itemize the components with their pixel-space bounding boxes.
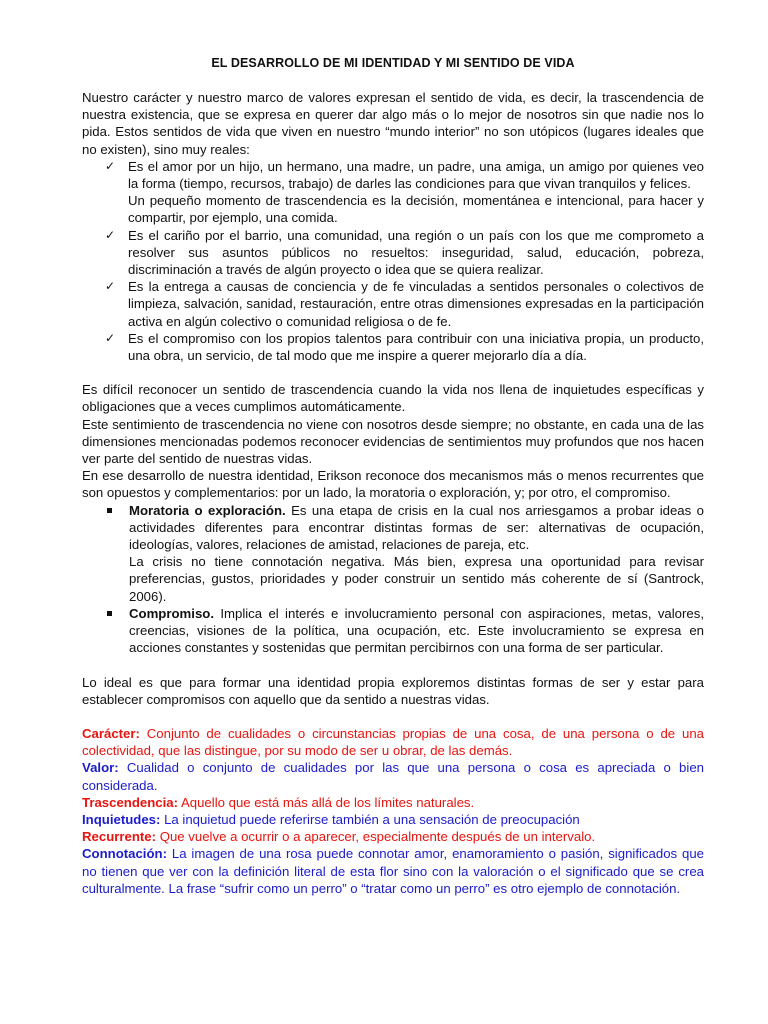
- glossary-entry: [82, 811, 704, 828]
- glossary-definition: Que vuelve a ocurrir o a aparecer, especialmente después de un intervalo.: [156, 829, 596, 845]
- check-item-extra: Un pequeño momento de trascendencia es la decisión, momentánea e intencional, para hacer y compartir, por ejemplo, una comida.: [128, 193, 704, 226]
- paragraph-ideal: Lo ideal es que para formar una identidad propia exploremos distintas formas de ser y estar para establecer compromisos con aquello que da sentido a nuestras vidas.: [82, 674, 704, 707]
- check-item: [105, 330, 704, 364]
- check-item-text: Es el cariño por el barrio, una comunidad, una región o un país con los que me comprometo a resolver sus asuntos públicos no resueltos: inseguridad, salud, educación, pobreza, discriminación a través de algún proyecto o idea que se quiera realizar.: [128, 227, 704, 278]
- glossary-definition: La inquietud puede referirse también a una sensación de preocupación: [160, 811, 580, 827]
- glossary-entry: [82, 845, 704, 897]
- square-bullet-icon: [107, 508, 112, 513]
- bullet-item: [105, 605, 704, 657]
- glossary-term: Recurrente:: [82, 829, 157, 845]
- glossary-entry: [82, 828, 704, 845]
- glossary-entry: [82, 725, 704, 759]
- paragraph-sentimiento: Este sentimiento de trascendencia no viene con nosotros desde siempre; no obstante, en cada una de las dimensiones mencionadas podemos reconocer evidencias de sentimientos muy profundos que nos hacen ver parte del sentido de nuestras vidas.: [82, 416, 704, 467]
- glossary-term: Trascendencia:: [82, 794, 179, 810]
- check-item: [105, 278, 704, 330]
- square-bullet-icon: [107, 611, 112, 616]
- bullet-text: Es una etapa de crisis en la cual nos arriesgamos a probar ideas o actividades diferentes para encontrar distintas formas de ser: alternativas de ocupación, ideologías, valores, relaciones de amistad, relaciones de pareja, etc.: [129, 502, 704, 553]
- check-icon: ✓: [105, 279, 116, 294]
- glossary-entry: [82, 794, 704, 811]
- check-list: [82, 158, 704, 364]
- check-item-text: Es la entrega a causas de conciencia y de fe vinculadas a sentidos personales o colectivos de limpieza, salvación, sanidad, restauración, entre otras dimensiones expresadas en la participación activa en algún colectivo o comunidad religiosa o de fe.: [128, 279, 704, 329]
- glossary: [82, 725, 704, 897]
- glossary-definition: Cualidad o conjunto de cualidades por las que una persona o cosa es apreciada o bien considerada.: [82, 760, 704, 793]
- check-item-text: Es el amor por un hijo, un hermano, una madre, un padre, una amiga, un amigo por quienes veo la forma (tiempo, recursos, trabajo) de darles las condiciones para que vivan tranquilos y felices.: [128, 158, 704, 192]
- bullet-term: Moratoria o exploración.: [129, 502, 286, 518]
- glossary-term: Inquietudes:: [82, 811, 161, 827]
- page-title: EL DESARROLLO DE MI IDENTIDAD Y MI SENTIDO DE VIDA: [211, 56, 575, 70]
- paragraph-trascendencia: Es difícil reconocer un sentido de trascendencia cuando la vida nos llena de inquietudes específicas y obligaciones que a veces cumplimos automáticamente.: [82, 382, 704, 415]
- glossary-definition: La imagen de una rosa puede connotar amor, enamoramiento o pasión, significados que no tienen que ver con la definición literal de esta flor sino con la valoración o el significado que se crea culturalmente. La frase “sufrir como un perro” o “tratar como un perro” es otro ejemplo de connotación.: [82, 846, 704, 896]
- glossary-definition: Aquello que está más allá de los límites naturales.: [178, 794, 475, 810]
- glossary-term: Valor:: [82, 760, 119, 776]
- check-item: [105, 158, 704, 227]
- glossary-entry: [82, 759, 704, 793]
- check-icon: ✓: [105, 330, 116, 345]
- bullet-list: [82, 502, 704, 657]
- glossary-term: Carácter:: [82, 725, 140, 741]
- bullet-text: Implica el interés e involucramiento personal con aspiraciones, metas, valores, creencias, visiones de la política, una ocupación, etc. Este involucramiento se expresa en acciones constantes y sostenidas que permitan percibirnos con una forma de ser particular.: [129, 605, 704, 656]
- glossary-definition: Conjunto de cualidades o circunstancias propias de una cosa, de una persona o de una colectividad, que las distingue, por su modo de ser u obrar, de las demás.: [82, 725, 704, 759]
- check-item: [105, 227, 704, 279]
- check-icon: ✓: [105, 227, 116, 242]
- check-item-text: Es el compromiso con los propios talentos para contribuir con una iniciativa propia, un producto, una obra, un servicio, de tal modo que me inspire a querer mejorarlo día a día.: [128, 330, 704, 364]
- intro-paragraph: Nuestro carácter y nuestro marco de valores expresan el sentido de vida, es decir, la trascendencia de nuestra existencia, que se expresa en querer dar algo más o lo mejor de nosotros sin que nadie nos lo pida. Estos sentidos de vida que viven en nuestro “mundo interior” no son utópicos (lugares ideales que no existen), sino muy reales:: [82, 90, 704, 157]
- bullet-term: Compromiso.: [129, 605, 214, 621]
- check-icon: ✓: [105, 158, 116, 173]
- bullet-item: [105, 502, 704, 605]
- bullet-extra: La crisis no tiene connotación negativa. Más bien, expresa una oportunidad para revisar preferencias, gustos, prioridades y poder construir un sentido más coherente de sí (Santrock, 2006).: [129, 554, 704, 604]
- paragraph-erikson: En ese desarrollo de nuestra identidad, Erikson reconoce dos mecanismos más o menos recurrentes que son opuestos y complementarios: por un lado, la moratoria o exploración, y; por otro, el compromiso.: [82, 468, 704, 501]
- glossary-term: Connotación:: [82, 846, 167, 862]
